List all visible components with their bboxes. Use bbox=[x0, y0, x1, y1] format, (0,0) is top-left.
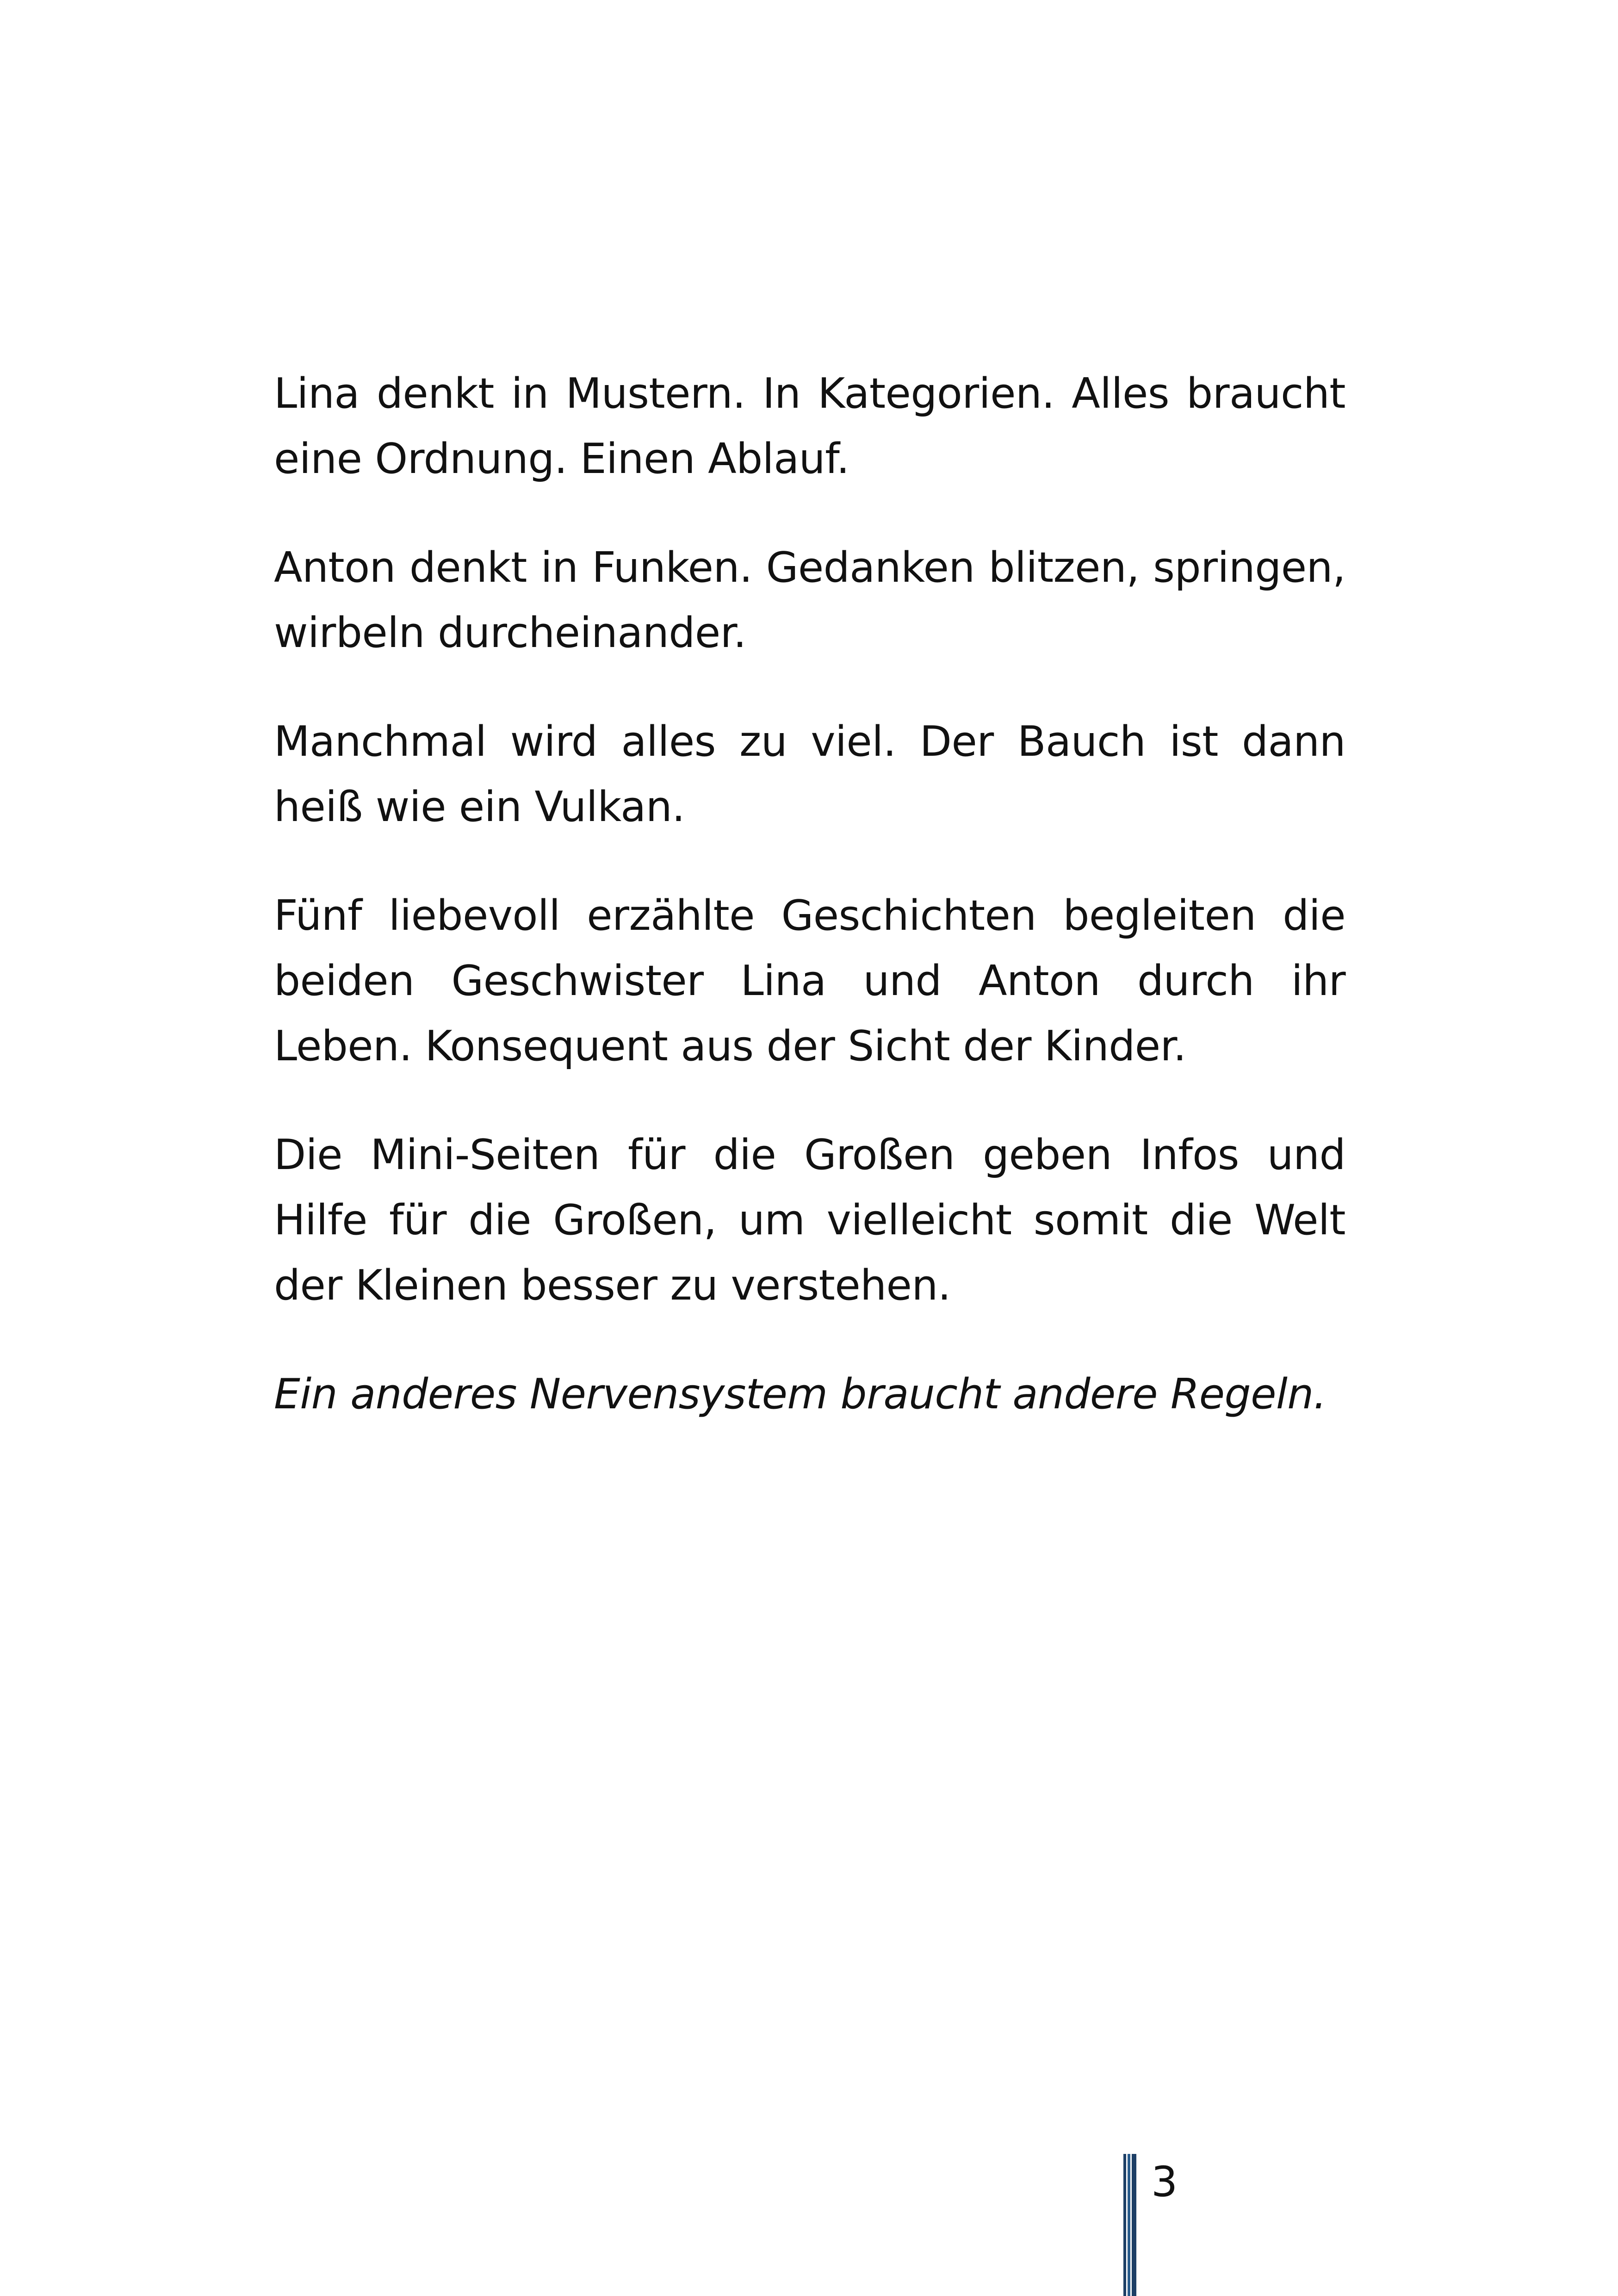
marker-bar bbox=[1132, 2154, 1136, 2296]
closing-line: Ein anderes Nervensystem braucht andere Regeln. bbox=[274, 1370, 1327, 1419]
body-text bbox=[274, 361, 1345, 1470]
marker-bar bbox=[1128, 2154, 1130, 2296]
paragraph-anton: Anton denkt in Funken. Gedanken blitzen, springen, wirbeln durcheinander. bbox=[274, 543, 1345, 657]
paragraph-mini-seiten: Die Mini-Seiten für die Großen geben Infos und Hilfe für die Großen, um vielleicht somit die Welt der Kleinen besser zu verstehen. bbox=[274, 1131, 1345, 1310]
paragraph-vulkan: Manchmal wird alles zu viel. Der Bauch ist dann heiß wie ein Vulkan. bbox=[274, 717, 1345, 831]
paragraph-geschichten: Fünf liebevoll erzählte Geschichten begleiten die beiden Geschwister Lina und Anton durch ihr Leben. Konsequent aus der Sicht der Kinder. bbox=[274, 891, 1345, 1070]
marker-bar bbox=[1123, 2154, 1126, 2296]
page-number: 3 bbox=[1151, 2158, 1178, 2206]
paragraph-lina: Lina denkt in Mustern. In Kategorien. Alles braucht eine Ordnung. Einen Ablauf. bbox=[274, 369, 1345, 483]
page-marker-bars bbox=[1123, 2154, 1136, 2296]
